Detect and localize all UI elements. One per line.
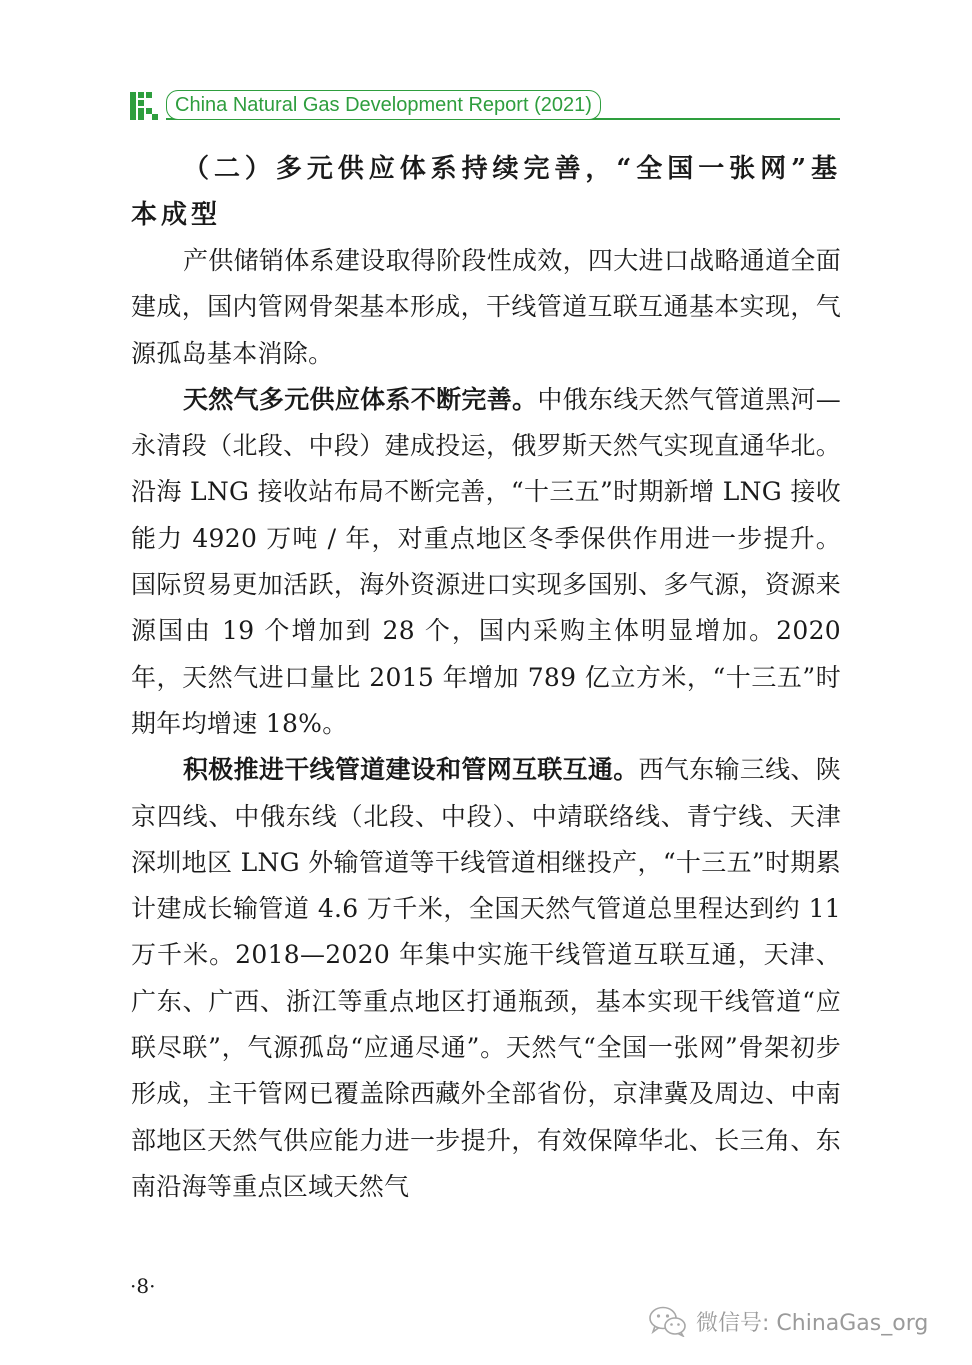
paragraph-1-text: 产供储销体系建设取得阶段性成效，四大进口战略通道全面建成，国内管网骨架基本形成，干线管道互联互通基本实现，气源孤岛基本消除。	[131, 246, 841, 368]
paragraph-3-lead: 积极推进干线管道建设和管网互联互通。	[183, 755, 639, 785]
report-title: China Natural Gas Development Report (2021)	[166, 90, 601, 120]
wechat-id-text: 微信号: ChinaGas_org	[696, 1310, 929, 1336]
wechat-watermark	[648, 1303, 928, 1339]
paragraph-2	[131, 377, 841, 747]
paragraph-1	[131, 238, 841, 377]
paragraph-2-text: 中俄东线天然气管道黑河—永清段（北段、中段）建成投运，俄罗斯天然气实现直通华北。沿海 LNG 接收站布局不断完善，“十三五”时期新增 LNG 接收能力 4920 万吨 / 年，对重点地区冬季保供作用进一步提升。国际贸易更加活跃，海外资源进口实现多国别、多气源，资源来源国由 19 个增加到 28 个，国内采购主体明显增加。2020 年，天然气进口量比 2015 年增加 789 亿立方米，“十三五”时期年均增速 18%。	[131, 384, 841, 738]
paragraph-2-lead: 天然气多元供应体系不断完善。	[183, 384, 538, 414]
section-heading: （二）多元供应体系持续完善，“全国一张网”基本成型	[131, 154, 841, 230]
paragraph-3-text: 西气东输三线、陕京四线、中俄东线（北段、中段）、中靖联络线、青宁线、天津深圳地区 LNG 外输管道等干线管道相继投产，“十三五”时期累计建成长输管道 4.6 万千米，全国天然气管道总里程达到约 11 万千米。2018—2020 年集中实施干线管道互联互通，天津、广东、广西、浙江等重点地区打通瓶颈，基本实现干线管道“应联尽联”，气源孤岛“应通尽通”。天然气“全国一张网”骨架初步形成，主干管网已覆盖除西藏外全部省份，京津冀及周边、中南部地区天然气供应能力进一步提升，有效保障华北、长三角、东南沿海等重点区域天然气	[131, 755, 842, 1201]
page-body	[131, 146, 841, 1210]
paragraph-3	[131, 747, 841, 1210]
running-header	[130, 90, 840, 122]
wechat-icon	[648, 1305, 688, 1337]
page-number: ·8·	[130, 1274, 156, 1298]
report-logo-icon	[130, 92, 158, 120]
